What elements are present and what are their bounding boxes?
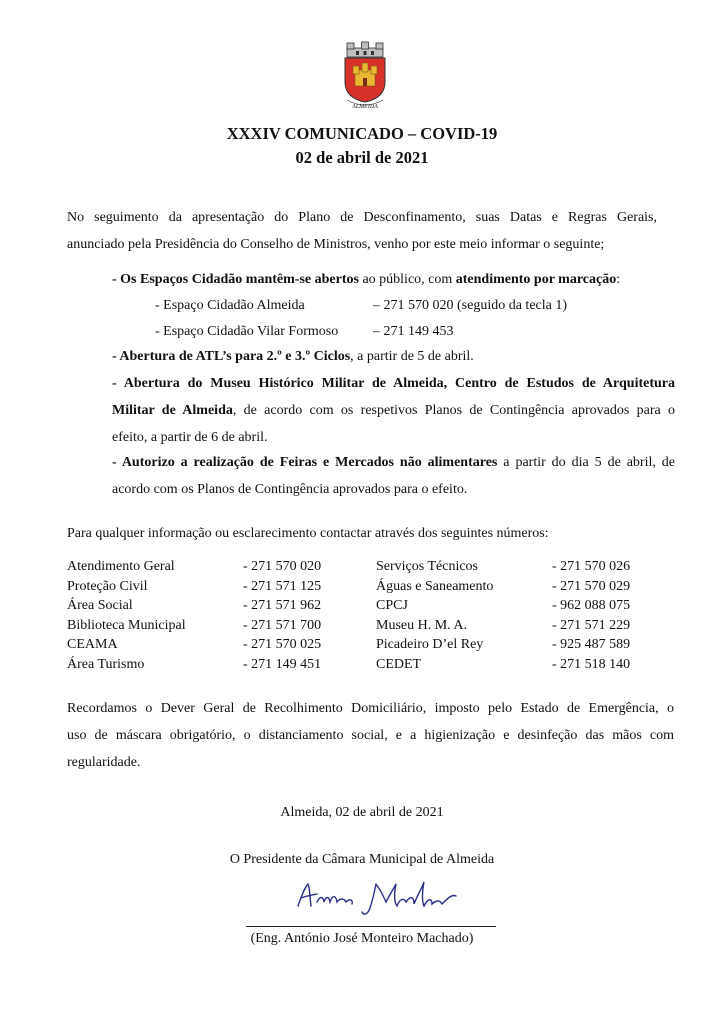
contact-phone: - 271 571 962 bbox=[243, 598, 322, 613]
espaco-almeida-phone: – 271 570 020 (seguido da tecla 1) bbox=[373, 298, 568, 313]
intro-paragraph bbox=[67, 204, 657, 258]
contact-name: Serviços Técnicos bbox=[376, 559, 478, 574]
contact-phone: - 271 518 140 bbox=[552, 656, 631, 672]
contact-phone: - 925 487 589 bbox=[552, 637, 631, 652]
item-feiras bbox=[112, 449, 675, 503]
contacts-right-phones bbox=[552, 557, 630, 674]
item-atl: - Abertura de ATL’s para 2.º e 3.º Ciclos, a partir de 5 de abril. bbox=[112, 349, 474, 364]
contact-phone: - 271 570 026 bbox=[552, 559, 631, 574]
contact-name: Águas e Saneamento bbox=[376, 578, 494, 594]
contact-phone: - 271 570 020 bbox=[243, 559, 322, 574]
intro-line-2: anunciado pela Presidência do Conselho de Ministros, venho por este meio informar o seguinte; bbox=[67, 237, 605, 252]
contact-phone: - 271 149 451 bbox=[243, 656, 322, 672]
contact-name: Museu H. M. A. bbox=[376, 617, 468, 633]
museu-line-1: - Abertura do Museu Histórico Militar de Almeida, Centro de Estudos de Arquitetura bbox=[112, 376, 675, 391]
museu-line-3: efeito, a partir de 6 de abril. bbox=[112, 430, 268, 445]
document-title: XXXIV COMUNICADO – COVID-19 bbox=[226, 124, 498, 143]
almeida-coat-of-arms bbox=[337, 40, 393, 110]
contact-phone: - 271 571 229 bbox=[552, 617, 631, 633]
contact-phone: - 271 571 125 bbox=[243, 578, 322, 594]
reminder-line-3: regularidade. bbox=[67, 755, 141, 770]
document-date: 02 de abril de 2021 bbox=[295, 148, 429, 167]
reminder-paragraph bbox=[67, 695, 674, 776]
feiras-line-2: acordo com os Planos de Contingência aprovados para o efeito. bbox=[112, 482, 468, 497]
place-date: Almeida, 02 de abril de 2021 bbox=[280, 805, 444, 820]
museu-line-2: Militar de Almeida, de acordo com os respetivos Planos de Contingência aprovados para o bbox=[112, 403, 675, 418]
intro-line-1: No seguimento da apresentação do Plano de Desconfinamento, suas Datas e Regras Gerais, bbox=[67, 210, 657, 225]
item-espacos-cidadao: - Os Espaços Cidadão mantêm-se abertos ao público, com atendimento por marcação: bbox=[112, 272, 621, 287]
contact-phone: - 271 570 029 bbox=[552, 578, 631, 594]
reminder-line-2: uso de máscara obrigatório, o distanciamento social, e a higienização e desinfeção das mãos com bbox=[67, 728, 674, 743]
contact-name: Área Social bbox=[67, 598, 133, 613]
espaco-vilar-formoso-name: - Espaço Cidadão Vilar Formoso bbox=[155, 324, 339, 339]
signatory-name: (Eng. António José Monteiro Machado) bbox=[250, 931, 474, 946]
castle-icon bbox=[353, 63, 377, 86]
contact-name: CEDET bbox=[376, 656, 422, 672]
handwritten-signature bbox=[290, 872, 470, 920]
contact-phone: - 271 571 700 bbox=[243, 617, 322, 633]
item-museu bbox=[112, 370, 675, 451]
reminder-line-1: Recordamos o Dever Geral de Recolhimento Domiciliário, imposto pelo Estado de Emergência, o bbox=[67, 701, 674, 716]
contact-phone: - 962 088 075 bbox=[552, 598, 631, 613]
mural-crown-icon bbox=[347, 42, 383, 57]
contact-name: Biblioteca Municipal bbox=[67, 617, 186, 633]
contact-name: Picadeiro D’el Rey bbox=[376, 637, 484, 652]
contacts-left-phones bbox=[243, 557, 321, 674]
contact-phone: - 271 570 025 bbox=[243, 637, 322, 652]
contacts-left-names bbox=[67, 557, 186, 674]
feiras-line-1: - Autorizo a realização de Feiras e Mercados não alimentares a partir do dia 5 de abril, de bbox=[112, 455, 676, 470]
signatory-role: O Presidente da Câmara Municipal de Almeida bbox=[229, 852, 495, 867]
signature-line bbox=[246, 926, 496, 927]
contacts-right-names bbox=[376, 557, 493, 674]
contact-name: CPCJ bbox=[376, 598, 408, 613]
espaco-vilar-formoso-phone: – 271 149 453 bbox=[373, 324, 454, 339]
contact-name: CEAMA bbox=[67, 637, 118, 652]
contact-name: Área Turismo bbox=[67, 656, 145, 672]
contact-name: Proteção Civil bbox=[67, 578, 148, 594]
contact-name: Atendimento Geral bbox=[67, 559, 175, 574]
crest-label: ALMEIDA bbox=[352, 104, 378, 110]
contacts-intro: Para qualquer informação ou esclarecimento contactar através dos seguintes números: bbox=[67, 526, 549, 541]
espaco-almeida-name: - Espaço Cidadão Almeida bbox=[155, 298, 305, 313]
